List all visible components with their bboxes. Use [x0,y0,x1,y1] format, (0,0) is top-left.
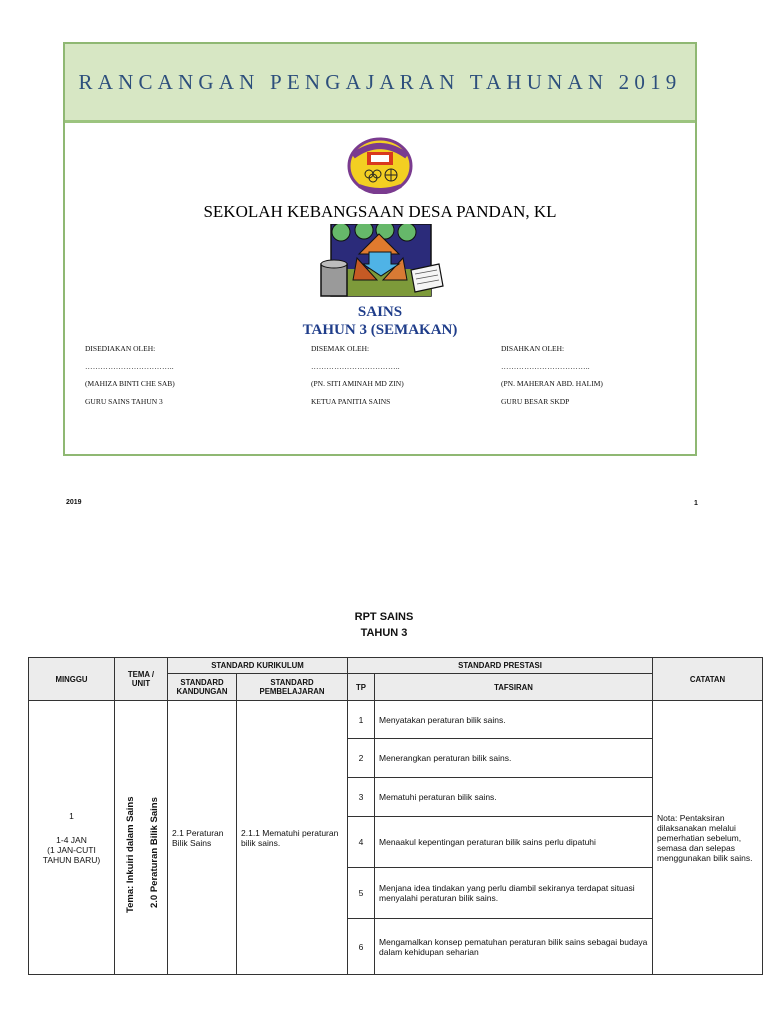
signature-line: …………………………….. [85,361,174,371]
school-crest-logo [347,136,413,194]
school-name: SEKOLAH KEBANGSAAN DESA PANDAN, KL [203,202,557,221]
signatory-prepared [85,344,175,414]
header-tema: TEMA / UNIT [115,658,168,701]
cover-title-band [65,44,695,123]
tafsiran-cell: Menerangkan peraturan bilik sains. [375,739,653,778]
header-standard-kurikulum: STANDARD KURIKULUM [168,658,348,674]
minggu-cell [29,701,115,975]
signatory-label: DISEDIAKAN OLEH: [85,344,156,353]
signatory-role: KETUA PANITIA SAINS [311,396,391,406]
tp-cell: 3 [348,778,375,817]
minggu-number: 1 [69,810,74,821]
tafsiran-cell: Menyatakan peraturan bilik sains. [375,701,653,739]
tp-cell: 1 [348,701,375,739]
tp-cell: 6 [348,919,375,975]
header-standard-kandungan: STANDARD KANDUNGAN [168,674,237,701]
rpt-table [28,657,763,975]
tp-cell: 4 [348,817,375,868]
header-catatan: CATATAN [653,658,763,701]
minggu-date: 1-4 JAN [56,834,87,845]
rpt-title-line1: RPT SAINS [354,611,414,623]
cover-title: RANCANGAN PENGAJARAN TAHUNAN 2019 [78,69,682,94]
header-standard-pembelajaran: STANDARD PEMBELAJARAN [237,674,348,701]
rpt-title-line2: TAHUN 3 [360,627,408,639]
tp-cell: 2 [348,739,375,778]
signature-line: …………………………….. [501,361,590,371]
signatory-reviewed [311,344,404,414]
header-standard-prestasi: STANDARD PRESTASI [348,658,653,674]
signatory-role: GURU SAINS TAHUN 3 [85,396,163,406]
signatory-label: DISAHKAN OLEH: [501,344,565,353]
tafsiran-cell: Menaakul kepentingan peraturan bilik sains perlu dipatuhi [375,817,653,868]
cover-page-frame [63,42,697,456]
signatory-name: (PN. MAHERAN ABD. HALIM) [501,379,603,388]
unit-text: 2.0 Peraturan Bilik Sains [149,796,160,908]
table-row [29,701,763,739]
page-number: 1 [694,500,698,507]
standard-kandungan-cell: 2.1 Peraturan Bilik Sains [168,701,237,975]
footer-year: 2019 [66,499,82,506]
signatory-role: GURU BESAR SKDP [501,396,570,406]
tafsiran-cell: Menjana idea tindakan yang perlu diambil sekiranya terdapat situasi menyalahi peraturan bilik sains. [375,868,653,919]
header-minggu: MINGGU [29,658,115,701]
tafsiran-cell: Mengamalkan konsep pematuhan peraturan bilik sains sebagai budaya dalam kehidupan seharian [375,919,653,975]
signatory-name: (PN. SITI AMINAH MD ZIN) [311,379,404,388]
recycle-clipart [319,224,445,304]
signature-line: …………………………….. [311,361,400,371]
standard-pembelajaran-cell: 2.1.1 Mematuhi peraturan bilik sains. [237,701,348,975]
minggu-note: (1 JAN-CUTI TAHUN BARU) [42,844,101,865]
signatory-approved [501,344,603,414]
signatory-name: (MAHIZA BINTI CHE SAB) [85,379,175,388]
tema-text: Tema: Inkuiri dalam Sains [125,795,136,913]
header-tafsiran: TAFSIRAN [375,674,653,701]
tema-cell [115,701,168,975]
tafsiran-cell: Mematuhi peraturan bilik sains. [375,778,653,817]
header-tp: TP [348,674,375,701]
tp-cell: 5 [348,868,375,919]
rpt-title [0,609,768,641]
subject-title: SAINS [357,304,403,320]
subject-subtitle: TAHUN 3 (SEMAKAN) [302,322,458,338]
signatory-label: DISEMAK OLEH: [311,344,370,353]
catatan-cell: Nota: Pentaksiran dilaksanakan melalui pemerhatian sebelum, semasa dan selepas menggunakan bilik sains. [653,701,763,975]
